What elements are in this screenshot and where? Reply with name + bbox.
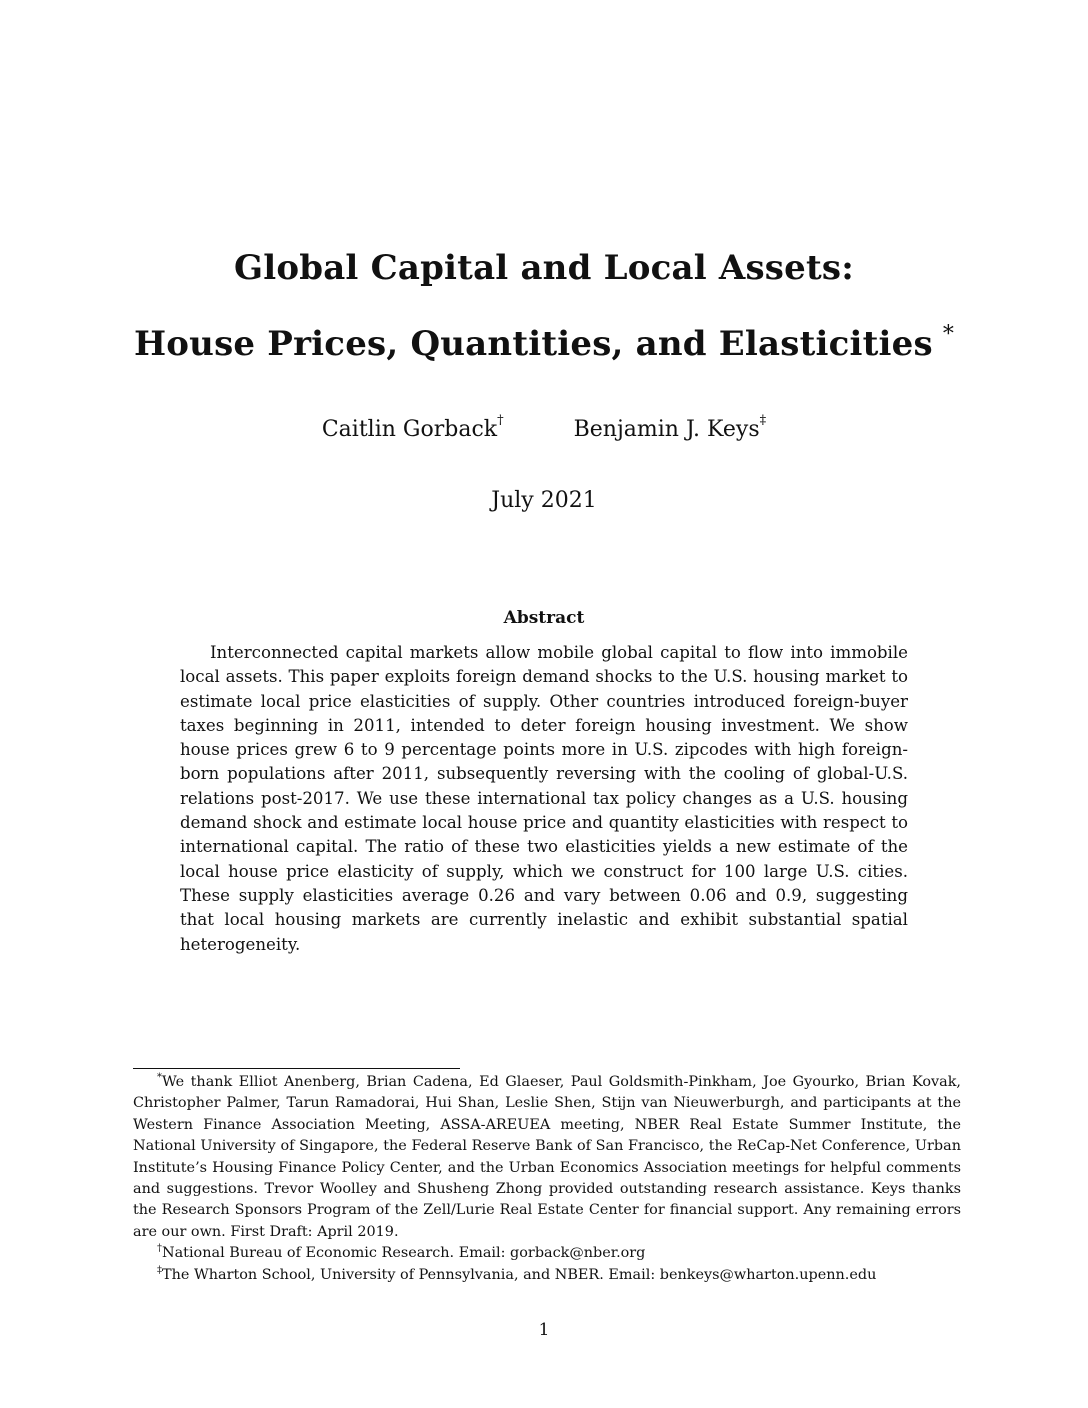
footnote-keys-affiliation — [133, 1265, 961, 1286]
footnote-text: National Bureau of Economic Research. Email: gorback@nber.org — [162, 1245, 646, 1262]
footnote-text: The Wharton School, University of Pennsylvania, and NBER. Email: benkeys@wharton.upenn.edu — [162, 1266, 877, 1283]
footnote-mark: * — [157, 1072, 162, 1083]
page-number: 1 — [538, 1320, 550, 1340]
footnote-text: We thank Elliot Anenberg, Brian Cadena, Ed Glaeser, Paul Goldsmith-Pinkham, Joe Gyourko, Brian Kovak, Christopher Palmer, Tarun Ramadorai, Hui Shan, Leslie Shen, Stijn van Nieuwerburgh, and participants at the Western Finance Association Meeting, ASSA-AREUEA meeting, NBER Real Estate Summer Institute, the National University of Singapore, the Federal Reserve Bank of San Francisco, the ReCap-Net Conference, Urban Institute’s Housing Finance Policy Center, and the Urban Economics Association meetings for helpful comments and suggestions. Trevor Woolley and Shusheng Zhong provided outstanding research assistance. Keys thanks the Research Sponsors Program of the Zell/Lurie Real Estate Center for financial support. Any remaining errors are our own. First Draft: April 2019. — [133, 1074, 961, 1240]
paper-title-line-1 — [0, 248, 1088, 288]
publication-date: July 2021 — [491, 488, 597, 513]
paper-title-line-2 — [0, 315, 1088, 364]
abstract-heading: Abstract — [503, 608, 585, 628]
title-line-2-text: House Prices, Quantities, and Elasticities — [133, 324, 933, 364]
author-footnote-mark: † — [497, 413, 504, 428]
author-keys — [574, 415, 767, 445]
footnote-divider — [133, 1068, 460, 1069]
footnote-mark: † — [157, 1243, 162, 1255]
footnote-mark: ‡ — [157, 1264, 162, 1276]
footnote-acknowledgements — [133, 1072, 961, 1243]
title-line-1-text: Global Capital and Local Assets: — [234, 248, 854, 288]
footnote-gorback-affiliation — [133, 1243, 961, 1264]
title-footnote-mark: * — [942, 322, 955, 347]
author-name: Benjamin J. Keys — [573, 417, 760, 442]
author-list — [0, 415, 1088, 445]
footnotes — [133, 1072, 961, 1286]
author-gorback — [322, 415, 504, 445]
abstract-body: Interconnected capital markets allow mobile global capital to flow into immobile local assets. This paper exploits foreign demand shocks to the U.S. housing market to estimate local price elasticities of supply. Other countries introduced foreign-buyer taxes beginning in 2011, intended to deter foreign housing investment. We show house prices grew 6 to 9 percentage points more in U.S. zipcodes with high foreign-born populations after 2011, subsequently reversing with the cooling of global-U.S. relations post-2017. We use these international tax policy changes as a U.S. housing demand shock and estimate local house price and quantity elasticities with respect to international capital. The ratio of these two elasticities yields a new estimate of the local house price elasticity of supply, which we construct for 100 large U.S. cities. These supply elasticities average 0.26 and vary between 0.06 and 0.9, suggesting that local housing markets are currently inelastic and exhibit substantial spatial heterogeneity. — [180, 643, 908, 954]
author-name: Caitlin Gorback — [321, 417, 498, 442]
author-footnote-mark: ‡ — [759, 413, 767, 428]
